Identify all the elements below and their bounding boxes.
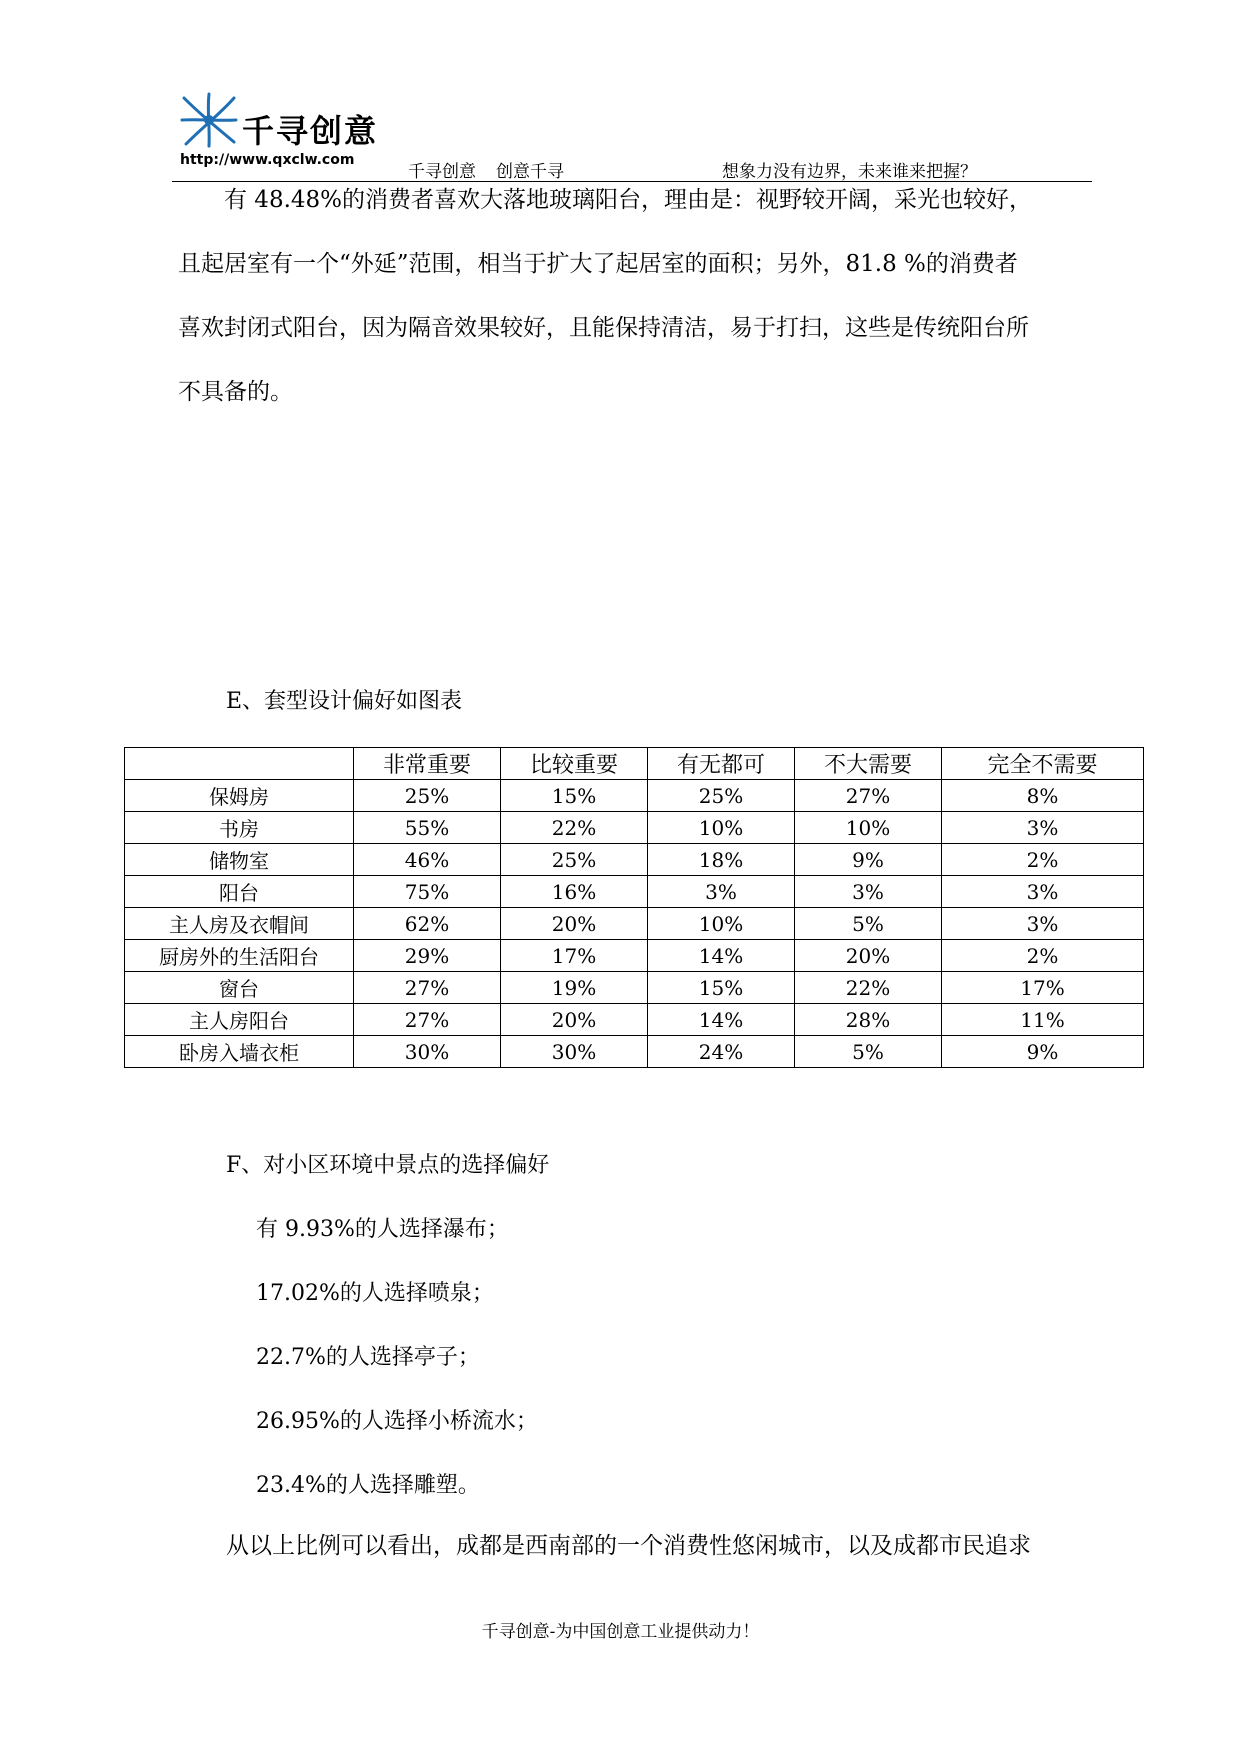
table-cell: 46%: [354, 844, 501, 876]
intro-line: 且起居室有一个“外延”范围，相当于扩大了起居室的面积；另外，81.8 %的消费者: [178, 251, 1018, 277]
logo-name: 千寻创意: [242, 112, 379, 150]
table-cell: 62%: [354, 908, 501, 940]
list-item: 有 9.93%的人选择瀑布；: [256, 1217, 509, 1242]
list-item: 26.95%的人选择小桥流水；: [256, 1409, 538, 1434]
row-label-cell: 卧房入墙衣柜: [125, 1036, 354, 1068]
table-cell: 27%: [795, 780, 942, 812]
table-cell: 3%: [942, 876, 1144, 908]
section-f-heading: F、对小区环境中景点的选择偏好: [226, 1153, 550, 1178]
row-label-cell: 保姆房: [125, 780, 354, 812]
table-row: [125, 812, 1144, 844]
table-cell: 75%: [354, 876, 501, 908]
column-header: [125, 748, 354, 780]
table-cell: 18%: [648, 844, 795, 876]
row-label-cell: 书房: [125, 812, 354, 844]
page-footer: 千寻创意-为中国创意工业提供动力！: [481, 1622, 760, 1642]
table-cell: 17%: [942, 972, 1144, 1004]
list-item: 17.02%的人选择喷泉；: [256, 1281, 494, 1306]
table-cell: 20%: [501, 1004, 648, 1036]
table-cell: 9%: [942, 1036, 1144, 1068]
table-cell: 22%: [501, 812, 648, 844]
row-label-cell: 储物室: [125, 844, 354, 876]
table-cell: 17%: [501, 940, 648, 972]
intro-line: 有 48.48%的消费者喜欢大落地玻璃阳台，理由是：视野较开阔，采光也较好，: [224, 187, 1033, 213]
row-label-cell: 厨房外的生活阳台: [125, 940, 354, 972]
logo: [180, 92, 420, 172]
table-cell: 24%: [648, 1036, 795, 1068]
column-header: 不大需要: [795, 748, 942, 780]
row-label-cell: 窗台: [125, 972, 354, 1004]
intro-line: 不具备的。: [178, 379, 293, 405]
table-row: [125, 780, 1144, 812]
column-header: 非常重要: [354, 748, 501, 780]
table-cell: 10%: [795, 812, 942, 844]
logo-url[interactable]: http://www.qxclw.com: [180, 152, 355, 168]
table-cell: 14%: [648, 940, 795, 972]
table-cell: 28%: [795, 1004, 942, 1036]
star-logo-icon: [180, 92, 238, 148]
table-cell: 2%: [942, 844, 1144, 876]
table-cell: 14%: [648, 1004, 795, 1036]
table-cell: 20%: [795, 940, 942, 972]
header-slogan-part-2: 创意千寻: [496, 162, 564, 182]
table-cell: 10%: [648, 908, 795, 940]
table-body: [125, 780, 1144, 1068]
table-row: [125, 972, 1144, 1004]
table-row: [125, 940, 1144, 972]
table-row: [125, 844, 1144, 876]
table-cell: 19%: [501, 972, 648, 1004]
table-cell: 10%: [648, 812, 795, 844]
table-cell: 55%: [354, 812, 501, 844]
header-slogan-part-1: 千寻创意: [408, 162, 476, 182]
table-cell: 9%: [795, 844, 942, 876]
intro-line: 喜欢封闭式阳台，因为隔音效果较好，且能保持清洁，易于打扫，这些是传统阳台所: [178, 315, 1029, 341]
table-cell: 20%: [501, 908, 648, 940]
closing-paragraph: 从以上比例可以看出，成都是西南部的一个消费性悠闲城市，以及成都市民追求: [226, 1533, 1031, 1559]
table-row: [125, 908, 1144, 940]
table-row: [125, 1036, 1144, 1068]
table-cell: 25%: [501, 844, 648, 876]
table-cell: 15%: [648, 972, 795, 1004]
table-cell: 15%: [501, 780, 648, 812]
table-header-row: [125, 748, 1144, 780]
table-cell: 29%: [354, 940, 501, 972]
section-e-heading: E、套型设计偏好如图表: [226, 689, 463, 714]
table-cell: 5%: [795, 1036, 942, 1068]
table-cell: 16%: [501, 876, 648, 908]
preference-table: [124, 747, 1144, 1068]
table-cell: 27%: [354, 972, 501, 1004]
row-label-cell: 阳台: [125, 876, 354, 908]
header-slogan-right: 想象力没有边界，未来谁来把握？: [722, 162, 977, 182]
intro-paragraph: [178, 168, 1098, 424]
table-row: [125, 876, 1144, 908]
table-cell: 3%: [648, 876, 795, 908]
table-cell: 27%: [354, 1004, 501, 1036]
column-header: 有无都可: [648, 748, 795, 780]
table-cell: 25%: [648, 780, 795, 812]
table-row: [125, 1004, 1144, 1036]
table-cell: 30%: [354, 1036, 501, 1068]
table-cell: 11%: [942, 1004, 1144, 1036]
column-header: 比较重要: [501, 748, 648, 780]
table-cell: 30%: [501, 1036, 648, 1068]
table-cell: 25%: [354, 780, 501, 812]
table-cell: 22%: [795, 972, 942, 1004]
table-cell: 8%: [942, 780, 1144, 812]
list-item: 22.7%的人选择亭子；: [256, 1345, 480, 1370]
row-label-cell: 主人房阳台: [125, 1004, 354, 1036]
list-item: 23.4%的人选择雕塑。: [256, 1473, 480, 1498]
table-cell: 5%: [795, 908, 942, 940]
table-cell: 3%: [942, 908, 1144, 940]
table-cell: 3%: [795, 876, 942, 908]
table-cell: 2%: [942, 940, 1144, 972]
column-header: 完全不需要: [942, 748, 1144, 780]
table-cell: 3%: [942, 812, 1144, 844]
row-label-cell: 主人房及衣帽间: [125, 908, 354, 940]
